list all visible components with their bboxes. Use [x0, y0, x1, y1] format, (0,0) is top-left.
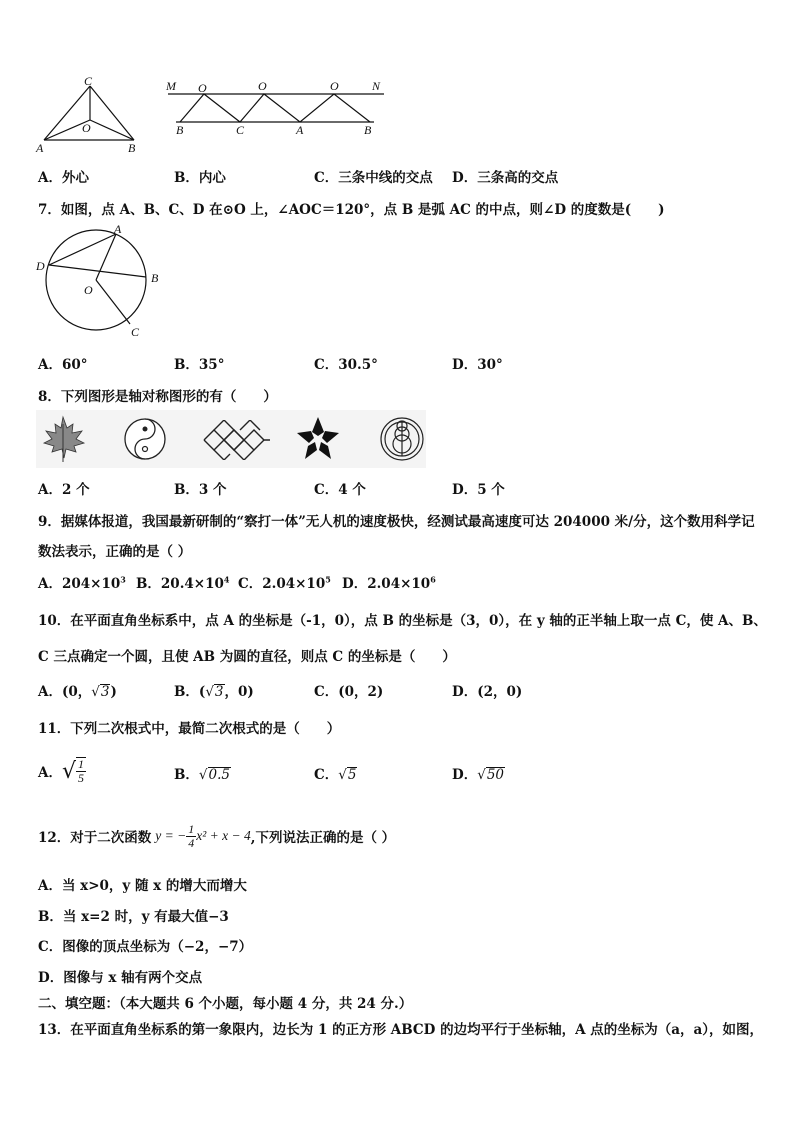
q8-option-c: C．4 个	[314, 482, 366, 498]
label-C: C	[131, 325, 140, 339]
q12-stem: 12．对于二次函数 y = − $\frac{1}{4}$ x² + x − 4 ,下列说法正确的是（ ）	[38, 821, 396, 850]
q7-circle-figure	[34, 222, 170, 342]
q6-option-d: D．三条高的交点	[452, 170, 559, 186]
q11-stem: 11．下列二次根式中，最简二次根式的是（ ）	[38, 721, 341, 737]
label-O: O	[82, 121, 91, 135]
concentric-circles-icon	[378, 414, 426, 464]
q11-option-d: D．√50	[452, 767, 505, 783]
q11-option-c: C．√5	[314, 767, 357, 783]
q11-option-a: A． √ $\frac{1}{5}$	[38, 757, 85, 785]
q9-option-c: C．$2.04\times 10^5$	[238, 574, 331, 592]
q8-option-d: D．5 个	[452, 482, 505, 498]
q11-option-b: B．√0.5	[174, 767, 231, 783]
label-B1: B	[176, 123, 184, 137]
q12-option-b: B．当 x=2 时，y 有最大值−3	[38, 909, 229, 925]
q10-option-c: C．(0，2)	[314, 684, 384, 700]
maple-leaf-icon	[38, 414, 88, 464]
label-C1: C	[236, 123, 245, 137]
label-M: M	[166, 79, 176, 93]
q10-stem-line1: 10．在平面直角坐标系中，点 A 的坐标是（-1，0），点 B 的坐标是（3，0），在 y 轴的正半轴上取一点 C，使 A、B、	[38, 613, 767, 629]
yin-yang-icon	[120, 416, 170, 462]
label-O3: O	[330, 79, 339, 93]
label-B2: B	[364, 123, 372, 137]
q9-option-b: B．$20.4\times 10^4$	[136, 574, 230, 592]
q8-option-b: B．3 个	[174, 482, 227, 498]
label-A: A	[114, 222, 122, 236]
label-D: D	[36, 259, 45, 273]
label-B: B	[151, 271, 159, 285]
q12-option-d: D．图像与 x 轴有两个交点	[38, 970, 203, 986]
q7-option-a: A．60°	[38, 357, 88, 373]
q6-option-a: A．外心	[38, 170, 89, 186]
q9-option-d: D．$2.04\times 10^6$	[342, 574, 436, 592]
q10-option-d: D．(2，0)	[452, 684, 523, 700]
q6-mn-figure	[162, 74, 394, 140]
label-O: O	[84, 283, 93, 297]
q12-option-a: A．当 x>0，y 随 x 的增大而增大	[38, 878, 247, 894]
q6-option-b: B．内心	[174, 170, 226, 186]
pentagon-star-icon	[292, 414, 344, 464]
q8-option-a: A．2 个	[38, 482, 90, 498]
q9-stem-line2: 数法表示，正确的是（ ）	[38, 544, 192, 560]
q10-stem-line2: C 三点确定一个圆，且使 AB 为圆的直径，则点 C 的坐标是（ ）	[38, 649, 456, 665]
label-O2: O	[258, 79, 267, 93]
q10-option-a: A．(0，√3)	[38, 684, 117, 700]
label-B: B	[128, 141, 136, 155]
label-C: C	[84, 76, 93, 88]
chinese-knot-icon	[200, 420, 274, 460]
q7-option-d: D．30°	[452, 357, 503, 373]
label-A1: A	[296, 123, 304, 137]
q9-stem-line1: 9．据媒体报道，我国最新研制的“察打一体”无人机的速度极快，经测试最高速度可达 204000 米/分，这个数用科学记	[38, 514, 755, 530]
q13-stem: 13．在平面直角坐标系的第一象限内，边长为 1 的正方形 ABCD 的边均平行于坐标轴，A 点的坐标为（a，a），如图，	[38, 1022, 763, 1038]
q7-option-b: B．35°	[174, 357, 225, 373]
section-title-fill-blank: 二、填空题：（本大题共 6 个小题，每小题 4 分，共 24 分.）	[38, 996, 413, 1012]
label-N: N	[372, 79, 381, 93]
q7-stem: 7．如图，点 A、B、C、D 在⊙O 上，∠AOC＝120°，点 B 是弧 AC 的中点，则∠D 的度数是( )	[38, 202, 665, 218]
q10-option-b: B．(√3，0)	[174, 684, 254, 700]
q6-option-c: C．三条中线的交点	[314, 170, 433, 186]
q12-option-c: C．图像的顶点坐标为（−2，−7）	[38, 939, 253, 955]
label-A: A	[36, 141, 44, 155]
q8-stem: 8．下列图形是轴对称图形的有（ ）	[38, 389, 277, 405]
q7-option-c: C．30.5°	[314, 357, 378, 373]
q6-triangle-figure	[34, 76, 146, 156]
label-O1: O	[198, 81, 207, 95]
q9-option-a: A．$204\times 10^3$	[38, 574, 126, 592]
